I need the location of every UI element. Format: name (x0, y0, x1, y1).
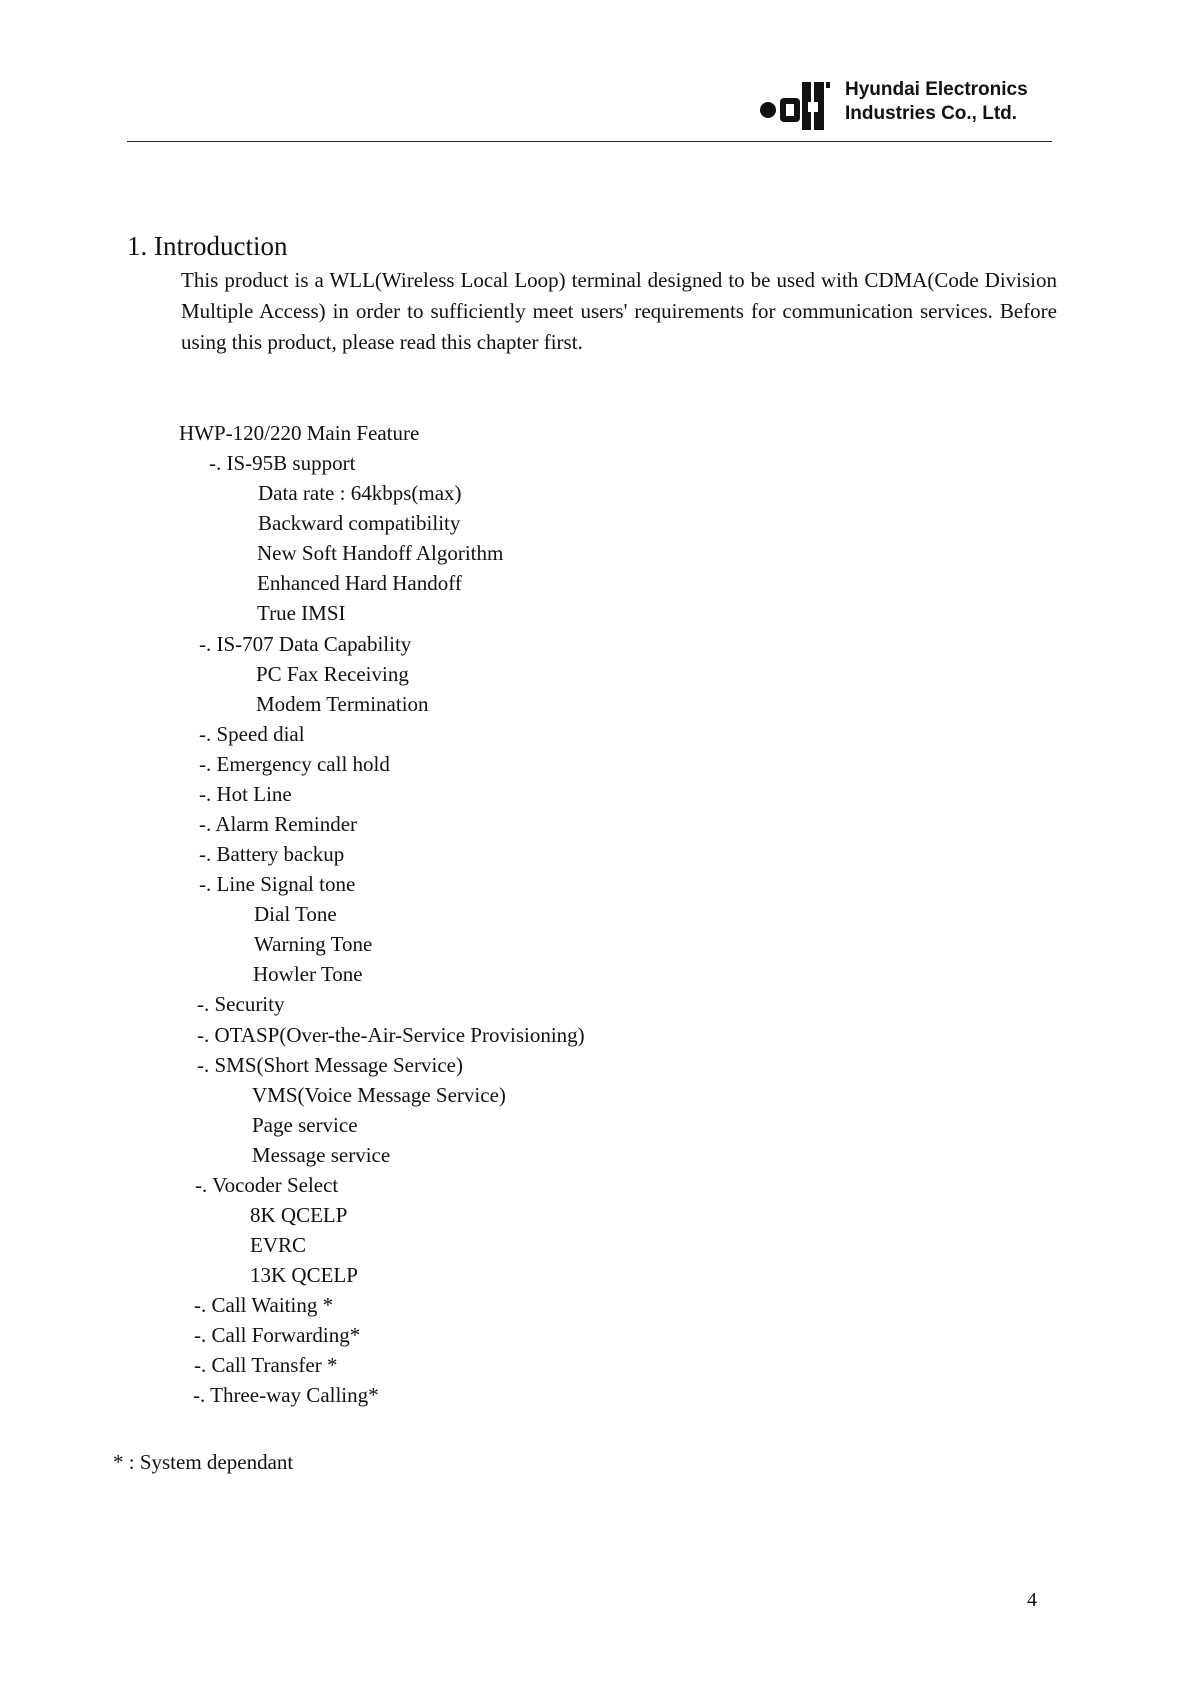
feature-item: -. OTASP(Over-the-Air-Service Provisioning) (197, 1023, 585, 1047)
hyundai-logo-icon (758, 76, 834, 136)
page-number: 4 (1027, 1589, 1037, 1611)
feature-subitem: New Soft Handoff Algorithm (257, 541, 504, 565)
feature-item: -. Line Signal tone (199, 872, 356, 896)
feature-subitem: 13K QCELP (250, 1263, 358, 1287)
feature-item: -. IS-707 Data Capability (199, 632, 412, 656)
company-name (845, 78, 1028, 126)
feature-subitem: Enhanced Hard Handoff (257, 571, 462, 595)
footnote: * : System dependant (113, 1450, 294, 1474)
feature-subitem: PC Fax Receiving (256, 662, 409, 686)
feature-subitem: Modem Termination (256, 692, 429, 716)
feature-item: -. Alarm Reminder (199, 812, 358, 836)
feature-subitem: Backward compatibility (258, 511, 461, 535)
feature-subitem: VMS(Voice Message Service) (252, 1083, 506, 1107)
feature-item: -. Speed dial (199, 722, 305, 746)
feature-subitem: Data rate : 64kbps(max) (258, 481, 462, 505)
feature-subitem: 8K QCELP (250, 1203, 348, 1227)
feature-subitem: Howler Tone (253, 962, 363, 986)
feature-subitem: Warning Tone (254, 932, 373, 956)
section-title: 1. Introduction (127, 231, 288, 261)
feature-item: -. Security (197, 992, 285, 1016)
feature-subitem: True IMSI (257, 601, 346, 625)
feature-item: -. Call Transfer * (194, 1353, 338, 1377)
company-name-line2: Industries Co., Ltd. (845, 103, 1018, 124)
feature-item: -. Emergency call hold (199, 752, 390, 776)
feature-item: -. SMS(Short Message Service) (197, 1053, 463, 1077)
feature-subitem: Message service (252, 1143, 391, 1167)
header-rule (127, 141, 1052, 142)
feature-item: -. Call Forwarding* (194, 1323, 361, 1347)
feature-subitem: Page service (252, 1113, 358, 1137)
company-name-line1: Hyundai Electronics (845, 79, 1028, 100)
feature-item: -. Three-way Calling* (193, 1383, 379, 1407)
feature-item: -. Vocoder Select (195, 1173, 339, 1197)
feature-item: -. IS-95B support (209, 451, 356, 475)
feature-heading: HWP-120/220 Main Feature (179, 421, 420, 445)
feature-item: -. Call Waiting * (194, 1293, 334, 1317)
feature-subitem: EVRC (250, 1233, 307, 1257)
intro-paragraph: This product is a WLL(Wireless Local Loop) terminal designed to be used with CDMA(Code Division Multiple Access) in order to sufficiently meet users' requirements for communication services. Before using this product, please read this chapter first. (181, 268, 1057, 354)
feature-item: -. Hot Line (199, 782, 292, 806)
feature-item: -. Battery backup (199, 842, 345, 866)
feature-subitem: Dial Tone (254, 902, 337, 926)
page-header (0, 0, 1190, 160)
